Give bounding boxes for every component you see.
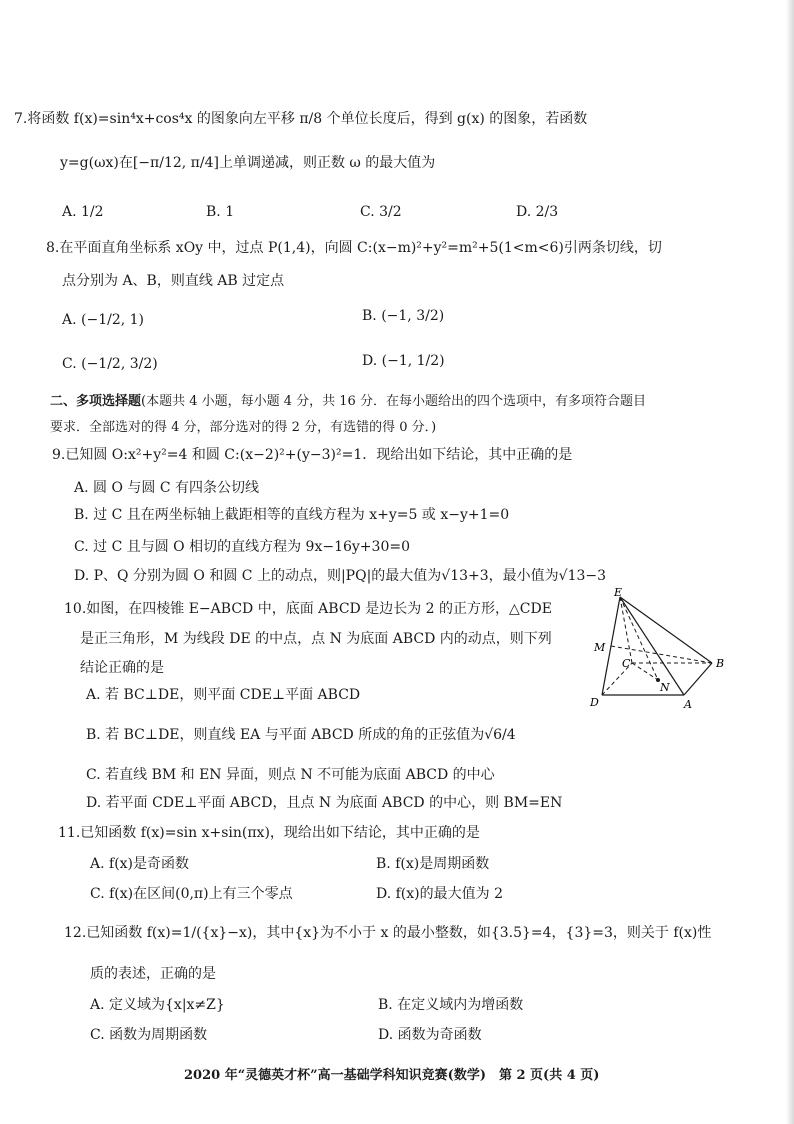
q12-option-d: D. 函数为奇函数 — [378, 1027, 482, 1043]
edge-EA — [620, 597, 684, 695]
pyramid-figure — [586, 585, 736, 715]
page-edge-shadow — [786, 0, 794, 1124]
q11-stem: 11.已知函数 f(x)=sin x+sin(πx)，现给出如下结论，其中正确的是 — [58, 825, 480, 841]
q12-line-2: 质的表述，正确的是 — [90, 966, 216, 982]
q12-line-1: 12.已知函数 f(x)=1/({x}−x)，其中{x}为不小于 x 的最小整数，如{3.5}=4，{3}=3，则关于 f(x)性 — [64, 925, 712, 941]
section-2-desc-2: 要求．全部选对的得 4 分，部分选对的得 2 分，有选错的得 0 分．) — [50, 420, 437, 435]
q8-line-2: 点分别为 A、B，则直线 AB 过定点 — [62, 273, 285, 289]
q7-option-d: D. 2/3 — [516, 204, 559, 220]
edge-CN — [632, 663, 658, 680]
q7-option-c: C. 3/2 — [360, 204, 402, 220]
q8-line-1: 8.在平面直角坐标系 xOy 中，过点 P(1,4)，向圆 C:(x−m)²+y²=m²+5(1<m<6)引两条切线，切 — [46, 240, 662, 256]
label-E: E — [614, 586, 623, 599]
q10-line-1: 10.如图，在四棱锥 E−ABCD 中，底面 ABCD 是边长为 2 的正方形，△CDE — [64, 601, 552, 617]
q9-option-a: A. 圆 O 与圆 C 有四条公切线 — [74, 480, 260, 496]
q10-line-2: 是正三角形，M 为线段 DE 的中点，点 N 为底面 ABCD 内的动点，则下列 — [80, 631, 552, 647]
q10-option-d: D. 若平面 CDE⊥平面 ABCD，且点 N 为底面 ABCD 的中心，则 BM=EN — [86, 795, 563, 811]
q10-line-3: 结论正确的是 — [80, 660, 164, 676]
label-B: B — [716, 657, 725, 670]
q9-option-c: C. 过 C 且与圆 O 相切的直线方程为 9x−16y+30=0 — [74, 539, 410, 555]
section-2-desc-1: (本题共 4 小题，每小题 4 分，共 16 分．在每小题给出的四个选项中，有多项符合题目 — [141, 394, 646, 409]
q12-option-b: B. 在定义域内为增函数 — [378, 997, 524, 1013]
q10-option-b: B. 若 BC⊥DE，则直线 EA 与平面 ABCD 所成的角的正弦值为√6/4 — [86, 727, 516, 743]
label-N: N — [660, 681, 670, 694]
label-A: A — [684, 698, 692, 711]
q12-option-c: C. 函数为周期函数 — [90, 1027, 208, 1043]
label-D: D — [590, 696, 599, 709]
q7-line-1: 7.将函数 f(x)=sin⁴x+cos⁴x 的图象向左平移 π/8 个单位长度后，得到 g(x) 的图象，若函数 — [14, 111, 588, 127]
q11-option-b: B. f(x)是周期函数 — [376, 856, 490, 872]
section-2-header — [50, 393, 646, 411]
label-M: M — [594, 641, 606, 654]
q7-option-b: B. 1 — [206, 204, 235, 220]
q11-option-d: D. f(x)的最大值为 2 — [376, 886, 503, 902]
label-C: C — [622, 657, 631, 670]
edge-AB — [684, 663, 712, 695]
q11-option-c: C. f(x)在区间(0,π)上有三个零点 — [90, 886, 293, 902]
q9-option-d: D. P、Q 分别为圆 O 和圆 C 上的动点，则|PQ|的最大值为√13+3，最小值为√13−3 — [74, 568, 607, 584]
q10-option-a: A. 若 BC⊥DE，则平面 CDE⊥平面 ABCD — [86, 687, 361, 703]
edge-EB — [620, 597, 712, 663]
page-footer: 2020 年“灵德英才杯”高一基础学科知识竞赛(数学) 第 2 页(共 4 页) — [184, 1068, 600, 1083]
q8-option-b: B. (−1, 3/2) — [362, 308, 445, 324]
q8-option-c: C. (−1/2, 3/2) — [62, 356, 158, 372]
q9-option-b: B. 过 C 且在两坐标轴上截距相等的直线方程为 x+y=5 或 x−y+1=0 — [74, 507, 510, 523]
q12-option-a: A. 定义域为{x|x≠Z} — [90, 997, 225, 1013]
q11-option-a: A. f(x)是奇函数 — [90, 856, 190, 872]
q10-option-c: C. 若直线 BM 和 EN 异面，则点 N 不可能为底面 ABCD 的中心 — [86, 767, 495, 783]
q8-option-d: D. (−1, 1/2) — [362, 353, 445, 369]
q8-option-a: A. (−1/2, 1) — [62, 312, 145, 328]
q9-stem: 9.已知圆 O:x²+y²=4 和圆 C:(x−2)²+(y−3)²=1．现给出如下结论，其中正确的是 — [52, 447, 573, 463]
section-2-title: 二、多项选择题 — [50, 394, 142, 409]
q7-option-a: A. 1/2 — [62, 204, 104, 220]
q7-line-2: y=g(ωx)在[−π/12, π/4]上单调递减，则正数 ω 的最大值为 — [60, 155, 436, 171]
